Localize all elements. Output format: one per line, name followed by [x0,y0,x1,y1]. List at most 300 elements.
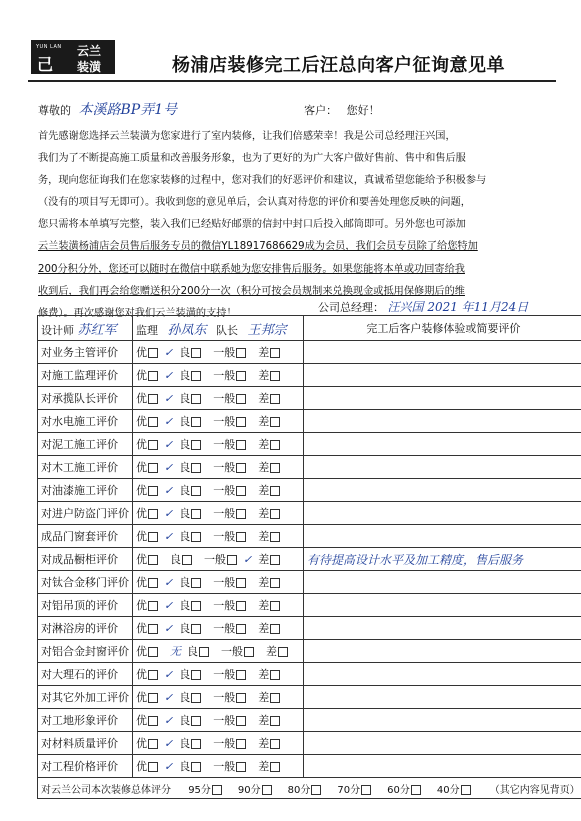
rating-option[interactable] [136,643,164,659]
rating-option[interactable] [136,482,173,498]
remark-cell[interactable] [304,387,581,410]
rating-option-label: 良 [179,507,191,520]
rating-option-label: 差 [258,553,270,566]
checkbox[interactable] [148,739,158,749]
checkbox[interactable] [191,716,201,726]
score-option[interactable] [337,785,379,796]
rating-option[interactable] [204,551,252,567]
rating-option[interactable] [179,574,207,590]
checkbox[interactable] [191,394,201,404]
check-mark-icon: ✓ [164,599,174,612]
checkbox[interactable] [191,417,201,427]
checkbox[interactable] [191,371,201,381]
table-row [38,364,581,387]
table-row [38,456,581,479]
paragraph-line: 云兰装潢杨浦店会员售后服务专员的微信YL18917686629成为会员，我们会员专员除了给您特加 [38,241,478,253]
foreman-label: 队长 [216,323,239,337]
checkbox[interactable] [236,601,246,611]
signature-line [318,298,528,315]
rating-option-label: 一般 [213,369,236,382]
checkbox[interactable] [270,762,280,772]
row-label: 对油漆施工评价 [38,479,133,502]
checkbox[interactable] [270,578,280,588]
score-option-label: 70分 [337,784,361,796]
checkbox[interactable] [270,716,280,726]
total-label: 对云兰公司本次装修总体评分 [41,784,171,796]
rating-option[interactable] [179,459,207,475]
rating-options [133,364,304,387]
table-row [38,525,581,548]
rating-option[interactable] [179,436,207,452]
checkbox[interactable] [148,394,158,404]
rating-option[interactable] [258,735,286,751]
greeting-hello: 您好！ [346,104,380,117]
paragraph-line: 首先感谢您选择云兰装潢为您家进行了室内装修，让我们倍感荣幸！我是公司总经理汪兴国， [38,131,456,142]
remark-cell[interactable] [304,663,581,686]
rating-option-label: 良 [179,599,191,612]
checkbox[interactable] [270,601,280,611]
rating-option[interactable] [213,597,252,613]
rating-option[interactable] [221,643,260,659]
rating-option-label: 一般 [213,691,236,704]
rating-option[interactable] [258,597,286,613]
rating-option[interactable] [179,505,207,521]
checkbox[interactable] [236,463,246,473]
remark-cell[interactable] [304,709,581,732]
rating-option[interactable] [136,597,173,613]
rating-option[interactable] [258,344,286,360]
rating-option[interactable] [258,390,286,406]
check-mark-icon: ✓ [164,392,174,405]
paragraph-line: 200分积分外，您还可以随时在微信中联系她为您安排售后服务。如果您能将本单或功回寄给我 [38,263,465,275]
checkbox[interactable] [148,647,158,657]
rating-option[interactable] [179,689,207,705]
remark-cell[interactable] [304,640,581,663]
checkbox[interactable] [191,509,201,519]
checkbox[interactable] [236,371,246,381]
rating-option-label: 一般 [213,346,236,359]
rating-option[interactable] [136,551,164,567]
checkbox[interactable] [148,509,158,519]
checkbox[interactable] [191,624,201,634]
checkbox[interactable] [270,417,280,427]
checkbox[interactable] [270,739,280,749]
rating-option-label: 差 [258,461,270,474]
rating-option[interactable] [213,712,252,728]
rating-option[interactable] [258,620,286,636]
rating-option[interactable] [213,758,252,774]
checkbox[interactable] [270,509,280,519]
checkbox[interactable] [148,555,158,565]
score-option[interactable] [387,785,429,796]
checkbox[interactable] [236,624,246,634]
rating-option-label: 一般 [213,714,236,727]
header-cell [38,316,133,341]
checkbox[interactable] [236,716,246,726]
logo-mark-icon: 己 [37,55,54,74]
row-label: 对铝吊顶的评价 [38,594,133,617]
score-option[interactable] [188,785,230,796]
checkbox[interactable] [236,670,246,680]
checkbox[interactable] [227,555,237,565]
rating-option[interactable] [179,344,207,360]
table-row [38,617,581,640]
checkbox[interactable] [191,463,201,473]
rating-option[interactable] [258,367,286,383]
remark-cell[interactable] [304,732,581,755]
checkbox[interactable] [270,463,280,473]
rating-option[interactable] [258,574,286,590]
rating-option[interactable] [213,505,252,521]
checkbox[interactable] [270,670,280,680]
table-row [38,479,581,502]
rating-option[interactable] [258,758,286,774]
rating-options [133,686,304,709]
choice-none-mark: 无 [170,645,181,658]
checkbox[interactable] [148,532,158,542]
rating-option[interactable] [179,367,207,383]
checkbox[interactable] [244,647,254,657]
rating-option-label: 良 [179,576,191,589]
rating-option-label: 差 [258,691,270,704]
remark-cell[interactable] [304,364,581,387]
rating-options [133,640,304,663]
rating-option-label: 差 [258,530,270,543]
checkbox[interactable] [191,693,201,703]
checkbox[interactable] [236,417,246,427]
logo-brand-line1: 云兰 [77,44,102,58]
rating-option-label: 优 [136,369,147,382]
rating-option-label: 一般 [213,461,236,474]
checkbox[interactable] [236,509,246,519]
table-row [38,571,581,594]
paragraph-line: （没有的项目写无即可）。我收到您的意见单后，会认真对待您的评价和要善处理您反映的问题， [38,197,471,209]
rating-option-label: 差 [258,599,270,612]
checkbox[interactable] [236,394,246,404]
checkbox[interactable] [270,394,280,404]
rating-option[interactable] [179,390,207,406]
checkbox[interactable] [270,486,280,496]
rating-option[interactable] [213,574,252,590]
checkbox[interactable] [236,440,246,450]
check-mark-icon: ✓ [164,714,174,727]
rating-option-label: 差 [266,645,277,658]
check-mark-icon: ✓ [243,553,253,566]
rating-option-label: 差 [258,484,270,497]
checkbox[interactable] [148,371,158,381]
rating-option-label: 差 [258,714,270,727]
rating-option[interactable] [170,551,198,567]
checkbox[interactable] [278,647,288,657]
rating-option-label: 一般 [213,484,236,497]
checkbox[interactable] [148,417,158,427]
rating-option-label: 一般 [213,760,236,773]
rating-option[interactable] [136,689,173,705]
checkbox[interactable] [270,371,280,381]
rating-option-label: 良 [179,668,191,681]
checkbox[interactable] [148,486,158,496]
row-label: 对进户防盗门评价 [38,502,133,525]
remark-cell[interactable] [304,571,581,594]
rating-option-label: 一般 [213,507,236,520]
rating-option[interactable] [258,712,286,728]
table-row [38,755,581,778]
remark-cell[interactable] [304,525,581,548]
row-label: 对材料质量评价 [38,732,133,755]
rating-option-label: 良 [179,691,191,704]
table-row [38,433,581,456]
rating-option[interactable] [136,459,173,475]
evaluation-table [37,315,581,799]
row-label: 对钛合金移门评价 [38,571,133,594]
rating-option[interactable] [213,620,252,636]
rating-option[interactable] [136,735,173,751]
remark-cell[interactable] [304,456,581,479]
checkbox[interactable] [191,601,201,611]
rating-option[interactable] [213,528,252,544]
rating-option[interactable] [136,758,173,774]
checkbox[interactable] [191,670,201,680]
rating-option[interactable] [136,528,173,544]
rating-options [133,709,304,732]
table-row [38,686,581,709]
row-label: 对成品橱柜评价 [38,548,133,571]
rating-option[interactable] [213,459,252,475]
rating-option-label: 优 [136,507,147,520]
rating-option[interactable] [179,712,207,728]
rating-option[interactable] [258,689,286,705]
paragraph-line: 我们为了不断提高施工质量和改善服务形象，也为了更好的为广大客户做好售前、售中和售后服 [38,153,466,165]
rating-option[interactable] [213,344,252,360]
check-mark-icon: ✓ [164,622,174,635]
remark-cell[interactable] [304,594,581,617]
checkbox[interactable] [236,348,246,358]
rating-option-label: 差 [258,576,270,589]
rating-option-label: 差 [258,668,270,681]
row-label: 对施工监理评价 [38,364,133,387]
checkbox[interactable] [236,693,246,703]
remark-cell[interactable] [304,433,581,456]
checkbox[interactable] [148,624,158,634]
checkbox[interactable] [148,693,158,703]
rating-option[interactable] [179,597,207,613]
checkbox[interactable] [236,578,246,588]
row-remark: 有待提高设计水平及加工精度，售后服务 [307,552,524,567]
checkbox[interactable] [236,762,246,772]
rating-options [133,525,304,548]
rating-option[interactable] [258,551,286,567]
table-row [38,640,581,663]
rating-option[interactable] [187,643,215,659]
rating-option-label: 一般 [213,415,236,428]
rating-option[interactable] [136,505,173,521]
rating-option-label: 优 [136,737,147,750]
checkbox[interactable] [212,785,222,795]
signature-label: 公司总经理： [318,301,384,314]
checkbox[interactable] [148,601,158,611]
checkbox[interactable] [199,647,209,657]
remark-cell[interactable] [304,410,581,433]
designer-name: 苏红军 [77,322,117,338]
score-option[interactable] [288,785,330,796]
checkbox[interactable] [270,348,280,358]
checkbox[interactable] [270,555,280,565]
row-label: 对木工施工评价 [38,456,133,479]
remark-cell[interactable] [304,502,581,525]
score-option[interactable] [238,785,280,796]
rating-option[interactable] [179,528,207,544]
checkbox[interactable] [191,762,201,772]
remark-header: 完工后客户装修体验或简要评价 [304,316,581,341]
rating-option-label: 良 [179,369,191,382]
checkbox[interactable] [191,532,201,542]
rating-option-label: 良 [179,714,191,727]
checkbox[interactable] [191,348,201,358]
checkbox[interactable] [148,762,158,772]
remark-cell[interactable] [304,686,581,709]
rating-option[interactable] [136,413,173,429]
checkbox[interactable] [148,463,158,473]
rating-option-label: 良 [179,438,191,451]
rating-option[interactable] [213,436,252,452]
rating-option[interactable] [266,643,294,659]
checkbox[interactable] [148,578,158,588]
rating-option[interactable] [258,482,286,498]
intro-paragraph [38,126,548,325]
check-mark-icon: ✓ [164,737,174,750]
rating-option[interactable] [258,666,286,682]
remark-cell[interactable] [304,548,581,571]
greeting-prefix: 尊敬的 [38,104,71,117]
score-option[interactable] [437,785,479,796]
rating-option-label: 优 [136,438,147,451]
rating-option[interactable] [213,367,252,383]
rating-option[interactable] [258,505,286,521]
checkbox[interactable] [411,785,421,795]
rating-option[interactable] [258,413,286,429]
rating-option[interactable] [136,574,173,590]
rating-option[interactable] [136,620,173,636]
rating-option-label: 一般 [221,645,243,658]
foreman-name: 王邦宗 [247,322,287,338]
rating-option[interactable] [213,390,252,406]
check-mark-icon: ✓ [164,369,174,382]
remark-cell[interactable] [304,341,581,364]
rating-option-label: 良 [179,737,191,750]
checkbox[interactable] [182,555,192,565]
rating-option-label: 差 [258,760,270,773]
title-divider [28,80,556,82]
table-row [38,594,581,617]
rating-option[interactable] [179,758,207,774]
checkbox[interactable] [148,348,158,358]
checkbox[interactable] [311,785,321,795]
rating-option[interactable] [179,482,207,498]
rating-option-label: 良 [179,530,191,543]
rating-option[interactable] [136,712,173,728]
checkbox[interactable] [148,440,158,450]
row-label: 对大理石的评价 [38,663,133,686]
header-cell [133,316,304,341]
score-option-label: 90分 [237,784,261,796]
check-mark-icon: ✓ [164,507,174,520]
rating-option-label: 优 [136,760,147,773]
remark-cell[interactable] [304,755,581,778]
rating-option[interactable] [136,436,173,452]
checkbox[interactable] [270,440,280,450]
checkbox[interactable] [262,785,272,795]
rating-option[interactable] [258,436,286,452]
rating-option[interactable] [213,689,252,705]
row-label: 对工程价格评价 [38,755,133,778]
rating-option-label: 一般 [213,668,236,681]
rating-option[interactable] [258,459,286,475]
checkbox[interactable] [191,440,201,450]
rating-option[interactable] [213,413,252,429]
rating-options [133,594,304,617]
checkbox[interactable] [361,785,371,795]
rating-option-label: 一般 [213,438,236,451]
checkbox[interactable] [236,486,246,496]
rating-option-label: 优 [136,714,147,727]
logo-small-text: YUN LAN [36,44,62,50]
rating-option-label: 良 [179,760,191,773]
rating-option-label: 良 [187,645,198,658]
rating-option[interactable] [213,735,252,751]
rating-option-label: 优 [136,691,147,704]
checkbox[interactable] [236,739,246,749]
checkbox[interactable] [191,578,201,588]
row-label: 成品门窗套评价 [38,525,133,548]
rating-option-label: 优 [136,484,147,497]
remark-cell[interactable] [304,617,581,640]
paragraph-line: 您只需将本单填写完整，装入我们已经贴好邮票的信封中封口后投入邮筒即可。另外您也可添加 [38,219,466,231]
rating-option[interactable] [179,666,207,682]
rating-option[interactable] [136,344,173,360]
table-row [38,341,581,364]
row-label: 对淋浴房的评价 [38,617,133,640]
rating-option[interactable] [179,413,207,429]
checkbox[interactable] [148,670,158,680]
rating-option[interactable] [213,482,252,498]
check-mark-icon: ✓ [164,668,174,681]
rating-option-label: 优 [136,415,147,428]
table-row [38,663,581,686]
rating-option[interactable] [179,735,207,751]
rating-option[interactable] [258,528,286,544]
rating-option-label: 优 [136,461,147,474]
rating-option-label: 差 [258,369,270,382]
rating-option[interactable] [136,367,173,383]
checkbox[interactable] [270,532,280,542]
greeting-address: 本溪路BP弄1号 [78,102,178,118]
rating-option[interactable] [213,666,252,682]
rating-options [133,732,304,755]
checkbox[interactable] [191,739,201,749]
checkbox[interactable] [461,785,471,795]
rating-options [133,548,304,571]
checkbox[interactable] [148,716,158,726]
rating-option[interactable] [136,666,173,682]
checkbox[interactable] [191,486,201,496]
rating-option[interactable] [136,390,173,406]
rating-option-label: 差 [258,622,270,635]
checkbox[interactable] [270,693,280,703]
remark-cell[interactable] [304,479,581,502]
rating-option[interactable] [179,620,207,636]
checkbox[interactable] [270,624,280,634]
checkbox[interactable] [236,532,246,542]
